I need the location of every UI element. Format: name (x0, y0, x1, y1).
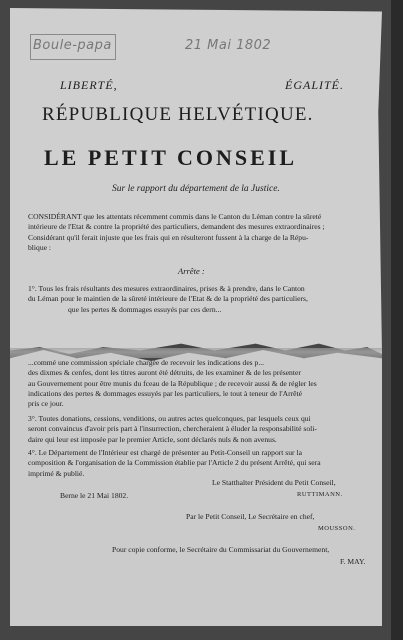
republic-title: RÉPUBLIQUE HELVÉTIQUE. (42, 104, 314, 125)
signature-name-president: RUTTIMANN. (297, 491, 343, 498)
subtitle: Sur le rapport du département de la Justice. (112, 184, 280, 194)
signature-line-president: Le Statthalter Président du Petit Conseil, (212, 478, 336, 487)
article-1 (28, 284, 364, 315)
article-line: 4°. Le Département de l'Intérieur est chargé de présenter au Petit-Conseil un rapport sur la (28, 448, 302, 457)
article-line: pris ce jour. (28, 399, 64, 409)
article-4 (28, 448, 364, 479)
article-line: ...commé une commission spéciale chargée de recevoir les indications des p... (28, 358, 265, 367)
signature-name-copy: F. MAY. (340, 557, 366, 566)
considerant-line: Considérant qu'il ferait injuste que les frais qui en résulteront fussent à la charge de la Répu- (28, 232, 309, 242)
considerants-block (28, 212, 364, 253)
viewer-edge (391, 0, 403, 640)
article-line: 3°. Toutes donations, cessions, venditions, ou autres actes quelconques, par lesquels ceux qui (28, 414, 311, 423)
signature-line-copy: Pour copie conforme, le Secrétaire du Commissariat du Gouvernement, (112, 545, 330, 554)
motto-egalite: ÉGALITÉ. (285, 78, 344, 92)
handwritten-date: 21 Mai 1802 (185, 38, 272, 53)
signature-line-secretary: Par le Petit Conseil, Le Secrétaire en chef, (186, 512, 315, 521)
council-title: LE PETIT CONSEIL (44, 145, 298, 170)
handwritten-note: Boule-papa (33, 38, 112, 53)
considerant-line: blique : (28, 242, 51, 252)
article-2 (28, 358, 364, 409)
arrete-heading: Arrête : (178, 266, 205, 276)
considerant-line: intérieure de l'Etat & contre la propriété des particuliers, demandent des mesures extraordinaires ; (28, 222, 325, 232)
article-line: composition & l'organisation de la Commission établie par l'Article 2 du présent Arrêté, qui sera (28, 458, 321, 468)
signature-name-secretary: MOUSSON. (318, 525, 356, 532)
article-line: 1°. Tous les frais résultants des mesures extraordinaires, prises & à prendre, dans le Canton (28, 284, 305, 293)
considerant-line: CONSIDÉRANT que les attentats récemment commis dans le Canton du Léman contre la sûreté (28, 212, 322, 221)
article-line: indications des pertes & dommages essuyés par les particuliers, le tout à teneur de l'Arrêté (28, 388, 303, 398)
article-line: des dixmes & cenfes, dont les titres auront été détruits, de les examiner & de les présenter (28, 368, 301, 378)
article-3 (28, 414, 364, 445)
article-line: seront convaincus d'avoir pris part à l'insurrection, chercheraient à éluder la responsabilité soli- (28, 424, 317, 434)
article-line: daire qui leur est imposée par le premier Article, sont déclarés nuls & non avenus. (28, 434, 277, 444)
article-line: que les pertes & dommages essuyés par ces dern... (68, 304, 222, 314)
article-line: imprimé & publié. (28, 468, 85, 478)
place-date: Berne le 21 Mai 1802. (60, 491, 129, 500)
motto-liberte: LIBERTÉ, (60, 78, 118, 92)
article-line: au Gouvernement pour être munis du fceau de la République ; de recevoir aussi & de régler les (28, 378, 317, 388)
article-line: du Léman pour le maintien de la sûreté intérieure de l'Etat & de la propriété des particuliers, (28, 294, 308, 304)
